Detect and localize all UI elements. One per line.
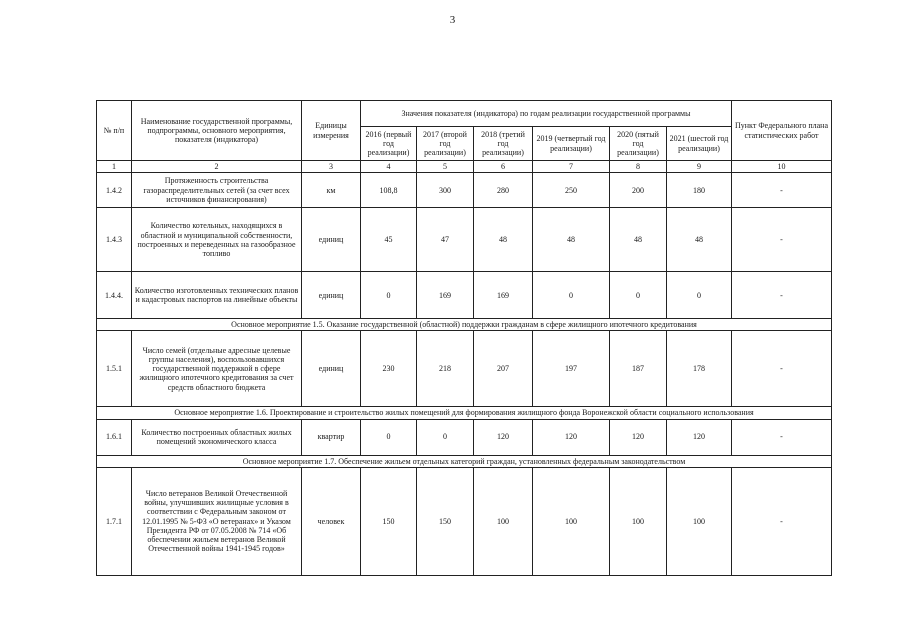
row-value: 230	[361, 331, 417, 407]
row-value: 120	[667, 419, 732, 455]
header-year: 2017 (второй год реализации)	[417, 127, 474, 161]
column-index: 8	[610, 161, 667, 173]
table-row	[97, 173, 832, 208]
row-value: 187	[610, 331, 667, 407]
table-row	[97, 467, 832, 575]
row-value: 150	[361, 467, 417, 575]
column-index: 7	[533, 161, 610, 173]
row-value: 120	[474, 419, 533, 455]
section-title: Основное мероприятие 1.5. Оказание государственной (областной) поддержки гражданам в сфере жилищного ипотечного кредитования	[97, 319, 832, 331]
header-values: Значения показателя (индикатора) по годам реализации государственной программы	[361, 101, 732, 127]
header-year: 2016 (первый год реализации)	[361, 127, 417, 161]
header-year: 2021 (шестой год реализации)	[667, 127, 732, 161]
row-value: 200	[610, 173, 667, 208]
row-value: 0	[417, 419, 474, 455]
row-value: 197	[533, 331, 610, 407]
row-value: 300	[417, 173, 474, 208]
header-year: 2018 (третий год реализации)	[474, 127, 533, 161]
row-value: 280	[474, 173, 533, 208]
row-value: 0	[667, 272, 732, 319]
column-index: 2	[132, 161, 302, 173]
table-row	[97, 272, 832, 319]
row-name: Число ветеранов Великой Отечественной войны, улучшивших жилищные условия в соответствии с Федеральным законом от 12.01.1995 № 5-ФЗ «О ветеранах» и Указом Президента РФ от 07.05.2008 № 714 «Об обеспечении жильем ветеранов Великой Отечественной войны 1941-1945 годов»	[132, 467, 302, 575]
header-year: 2019 (четвертый год реализации)	[533, 127, 610, 161]
row-value: 120	[610, 419, 667, 455]
row-value: 180	[667, 173, 732, 208]
row-value: 100	[610, 467, 667, 575]
row-name: Количество построенных областных жилых помещений экономического класса	[132, 419, 302, 455]
row-number: 1.7.1	[97, 467, 132, 575]
row-plan: -	[732, 173, 832, 208]
row-value: 48	[610, 208, 667, 272]
row-name: Число семей (отдельные адресные целевые группы населения), воспользовавшихся государственной поддержкой в сфере жилищного ипотечного кредитования за счет средств областного бюджета	[132, 331, 302, 407]
column-index: 1	[97, 161, 132, 173]
row-value: 100	[533, 467, 610, 575]
section-row	[97, 407, 832, 419]
header-unit: Единицы измерения	[302, 101, 361, 161]
row-value: 48	[474, 208, 533, 272]
row-value: 218	[417, 331, 474, 407]
row-name: Количество изготовленных технических планов и кадастровых паспортов на линейные объекты	[132, 272, 302, 319]
header-name: Наименование государственной программы, подпрограммы, основного мероприятия, показателя (индикатора)	[132, 101, 302, 161]
row-unit: км	[302, 173, 361, 208]
row-value: 178	[667, 331, 732, 407]
indicators-table	[96, 100, 832, 576]
row-plan: -	[732, 419, 832, 455]
row-value: 150	[417, 467, 474, 575]
row-value: 169	[417, 272, 474, 319]
column-index: 6	[474, 161, 533, 173]
header-number: № п/п	[97, 101, 132, 161]
row-unit: единиц	[302, 272, 361, 319]
row-value: 0	[361, 419, 417, 455]
row-value: 48	[667, 208, 732, 272]
row-plan: -	[732, 331, 832, 407]
section-row	[97, 455, 832, 467]
row-number: 1.6.1	[97, 419, 132, 455]
row-unit: единиц	[302, 331, 361, 407]
table-row	[97, 208, 832, 272]
row-unit: единиц	[302, 208, 361, 272]
row-plan: -	[732, 208, 832, 272]
row-number: 1.4.3	[97, 208, 132, 272]
row-value: 0	[610, 272, 667, 319]
page-number: 3	[449, 14, 456, 26]
column-index: 5	[417, 161, 474, 173]
section-row	[97, 319, 832, 331]
column-index: 4	[361, 161, 417, 173]
table-row	[97, 419, 832, 455]
column-index-row	[97, 161, 832, 173]
section-title: Основное мероприятие 1.6. Проектирование и строительство жилых помещений для формирования жилищного фонда Воронежской области социального использования	[97, 407, 832, 419]
section-title: Основное мероприятие 1.7. Обеспечение жильем отдельных категорий граждан, установленных федеральным законодательством	[97, 455, 832, 467]
row-plan: -	[732, 272, 832, 319]
row-value: 207	[474, 331, 533, 407]
row-number: 1.4.4.	[97, 272, 132, 319]
column-index: 10	[732, 161, 832, 173]
row-value: 0	[361, 272, 417, 319]
table-row	[97, 331, 832, 407]
header-row-top	[97, 101, 832, 127]
column-index: 9	[667, 161, 732, 173]
row-name: Количество котельных, находящихся в областной и муниципальной собственности, построенных и переведенных на газообразное топливо	[132, 208, 302, 272]
row-value: 47	[417, 208, 474, 272]
row-unit: человек	[302, 467, 361, 575]
row-number: 1.5.1	[97, 331, 132, 407]
header-year: 2020 (пятый год реализации)	[610, 127, 667, 161]
row-value: 48	[533, 208, 610, 272]
row-value: 108,8	[361, 173, 417, 208]
row-name: Протяженность строительства газораспределительных сетей (за счет всех источников финансирования)	[132, 173, 302, 208]
header-plan: Пункт Федерального плана статистических работ	[732, 101, 832, 161]
row-number: 1.4.2	[97, 173, 132, 208]
row-value: 100	[474, 467, 533, 575]
row-value: 169	[474, 272, 533, 319]
row-value: 100	[667, 467, 732, 575]
row-value: 120	[533, 419, 610, 455]
row-unit: квартир	[302, 419, 361, 455]
column-index: 3	[302, 161, 361, 173]
row-value: 0	[533, 272, 610, 319]
row-value: 45	[361, 208, 417, 272]
row-value: 250	[533, 173, 610, 208]
row-plan: -	[732, 467, 832, 575]
